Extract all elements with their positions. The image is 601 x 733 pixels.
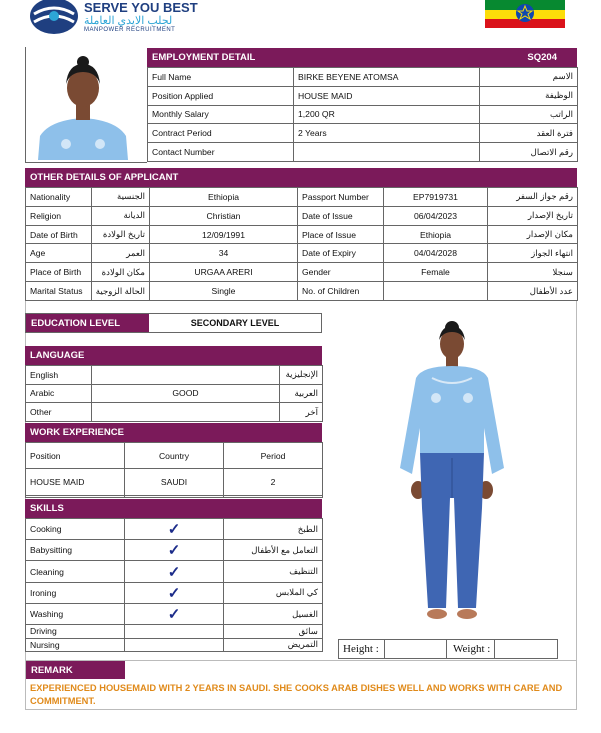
table-header-row [26, 443, 323, 469]
table-row [26, 384, 323, 403]
column-header: Country [125, 443, 224, 469]
table-cell: HOUSE MAID [26, 469, 125, 495]
document-code: SQ204 [527, 52, 557, 63]
field-value: BIRKE BEYENE ATOMSA [294, 68, 480, 87]
skill-name: Nursing [26, 638, 125, 651]
other-details-header: OTHER DETAILS OF APPLICANT [25, 168, 577, 187]
field-label-arabic: رقم الاتصال [480, 143, 578, 162]
work-experience-section [25, 423, 322, 498]
other-details-section [25, 168, 577, 301]
skill-name-arabic: كي الملابس [224, 582, 323, 603]
language-name-arabic: آخر [280, 403, 323, 422]
field-label-arabic: فترة العقد [480, 124, 578, 143]
skill-name: Driving [26, 625, 125, 638]
field-value: 2 Years [294, 124, 480, 143]
skill-name: Cooking [26, 519, 125, 540]
table-cell [224, 495, 323, 497]
field-label: Place of Issue [298, 225, 384, 244]
employment-section [147, 48, 577, 162]
field-label-arabic: الوظيفة [480, 86, 578, 105]
language-header: LANGUAGE [25, 346, 322, 365]
table-cell [26, 495, 125, 497]
table-row [26, 263, 578, 282]
language-name: Arabic [26, 384, 92, 403]
other-details-table [25, 187, 578, 301]
applicant-photo-full [392, 318, 512, 630]
table-row [26, 206, 578, 225]
ethiopia-flag-icon [485, 0, 565, 28]
employment-title: EMPLOYMENT DETAIL [152, 52, 256, 63]
language-level: GOOD [92, 384, 280, 403]
field-label: Contact Number [148, 143, 294, 162]
logo-line2: لجلب الايدي العاملة [84, 15, 173, 27]
table-row [26, 188, 578, 207]
field-label-arabic: رقم جواز السفر [488, 188, 578, 207]
skill-name: Cleaning [26, 561, 125, 582]
field-value: 1,200 QR [294, 105, 480, 124]
table-row [26, 366, 323, 385]
table-row [26, 403, 323, 422]
remark-section [25, 660, 577, 710]
table-row [26, 244, 578, 263]
table-row [148, 105, 578, 124]
field-value: HOUSE MAID [294, 86, 480, 105]
field-value [384, 282, 488, 301]
globe-logo-icon [28, 0, 80, 36]
skill-name: Ironing [26, 582, 125, 603]
skills-header: SKILLS [25, 499, 322, 518]
field-label-arabic: مكان الولادة [92, 263, 150, 282]
field-label: Position Applied [148, 86, 294, 105]
table-row [26, 638, 323, 651]
field-label: Monthly Salary [148, 105, 294, 124]
skill-name-arabic: الطبخ [224, 519, 323, 540]
table-cell: 2 [224, 469, 323, 495]
education-value: SECONDARY LEVEL [190, 318, 280, 328]
table-row [26, 469, 323, 495]
skill-name: Babysitting [26, 540, 125, 561]
skill-checkmark-icon: ✓ [125, 603, 224, 624]
table-row [26, 582, 323, 603]
field-label-arabic: سنجلا [488, 263, 578, 282]
field-value: EP7919731 [384, 188, 488, 207]
skill-checkmark-icon: ✓ [125, 582, 224, 603]
field-value: Ethiopia [384, 225, 488, 244]
skill-checkmark-icon [125, 625, 224, 638]
field-label-arabic: الاسم [480, 68, 578, 87]
weight-label: Weight : [447, 640, 495, 658]
education-row [25, 313, 322, 333]
skill-name: Washing [26, 603, 125, 624]
field-value: 06/04/2023 [384, 206, 488, 225]
language-name: English [26, 366, 92, 385]
table-row [148, 86, 578, 105]
employment-header [147, 48, 577, 67]
table-row [26, 519, 323, 540]
skill-name-arabic: الغسيل [224, 603, 323, 624]
skill-checkmark-icon: ✓ [125, 561, 224, 582]
remark-text: EXPERIENCED HOUSEMAID WITH 2 YEARS IN SAUDI. SHE COOKS ARAB DISHES WELL AND WORKS WITH CARE AND COMMITMENT. [30, 683, 563, 706]
field-label: Religion [26, 206, 92, 225]
applicant-photo-small [30, 52, 136, 160]
field-label-arabic: تاريخ الولادة [92, 225, 150, 244]
field-label-arabic: الراتب [480, 105, 578, 124]
field-value: 04/04/2028 [384, 244, 488, 263]
language-section [25, 346, 322, 422]
skill-name-arabic: التمريض [224, 638, 323, 651]
skills-section [25, 499, 322, 652]
field-value: Single [150, 282, 298, 301]
field-label-arabic: الجنسية [92, 188, 150, 207]
field-label-arabic: الديانة [92, 206, 150, 225]
field-label: Nationality [26, 188, 92, 207]
table-row [148, 124, 578, 143]
language-name: Other [26, 403, 92, 422]
height-value [385, 640, 447, 658]
skill-checkmark-icon: ✓ [125, 519, 224, 540]
table-row [26, 561, 323, 582]
field-label: Passport Number [298, 188, 384, 207]
table-row [26, 603, 323, 624]
field-value: 12/09/1991 [150, 225, 298, 244]
table-row [26, 540, 323, 561]
language-level [92, 403, 280, 422]
education-label: EDUCATION LEVEL [26, 314, 149, 332]
remark-header: REMARK [26, 661, 125, 679]
field-label: Age [26, 244, 92, 263]
table-row [148, 143, 578, 162]
skill-name-arabic: التنظيف [224, 561, 323, 582]
logo-line3: MANPOWER RECRUITMENT [84, 27, 176, 33]
field-label-arabic: مكان الإصدار [488, 225, 578, 244]
height-label: Height : [339, 640, 385, 658]
table-row [26, 495, 323, 497]
field-label: Full Name [148, 68, 294, 87]
skill-name-arabic: سائق [224, 625, 323, 638]
field-label-arabic: تاريخ الإصدار [488, 206, 578, 225]
field-label: Place of Birth [26, 263, 92, 282]
field-label: Contract Period [148, 124, 294, 143]
field-value: URGAA ARERI [150, 263, 298, 282]
agency-logo [28, 0, 228, 36]
field-value: Ethiopia [150, 188, 298, 207]
skill-name-arabic: التعامل مع الأطفال [224, 540, 323, 561]
skill-checkmark-icon: ✓ [125, 540, 224, 561]
field-label: Date of Birth [26, 225, 92, 244]
field-label: Marital Status [26, 282, 92, 301]
skills-table [25, 518, 323, 652]
language-name-arabic: العربية [280, 384, 323, 403]
field-label-arabic: العمر [92, 244, 150, 263]
weight-value [495, 640, 557, 658]
field-value: Christian [150, 206, 298, 225]
language-level [92, 366, 280, 385]
table-row [26, 282, 578, 301]
employment-table [147, 67, 578, 162]
field-label: Date of Issue [298, 206, 384, 225]
logo-line1: SERVE YOU BEST [84, 0, 198, 15]
work-experience-table [25, 442, 323, 498]
field-value: Female [384, 263, 488, 282]
field-label-arabic: انتهاء الجواز [488, 244, 578, 263]
field-label: Date of Expiry [298, 244, 384, 263]
table-row [148, 68, 578, 87]
field-label-arabic: الحالة الزوجية [92, 282, 150, 301]
field-label-arabic: عدد الأطفال [488, 282, 578, 301]
language-name-arabic: الإنجليزية [280, 366, 323, 385]
column-header: Period [224, 443, 323, 469]
column-header: Position [26, 443, 125, 469]
field-value [294, 143, 480, 162]
field-label: Gender [298, 263, 384, 282]
table-cell [125, 495, 224, 497]
table-row [26, 225, 578, 244]
work-experience-header: WORK EXPERIENCE [25, 423, 322, 442]
language-table [25, 365, 323, 422]
table-cell: SAUDI [125, 469, 224, 495]
table-row [26, 625, 323, 638]
measurements-row [338, 639, 558, 659]
skill-checkmark-icon [125, 638, 224, 651]
field-label: No. of Children [298, 282, 384, 301]
field-value: 34 [150, 244, 298, 263]
